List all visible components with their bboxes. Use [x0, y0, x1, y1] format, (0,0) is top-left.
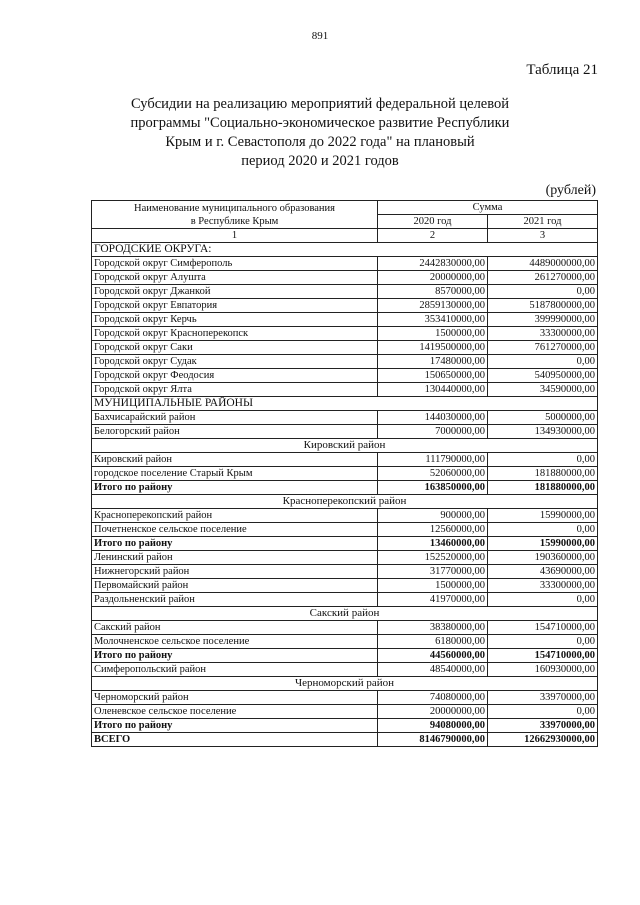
amount-2020: 20000000,00: [378, 271, 488, 285]
section-title: ГОРОДСКИЕ ОКРУГА:: [92, 243, 598, 257]
table-row: [92, 593, 598, 607]
row-name: Городской округ Джанкой: [92, 285, 378, 299]
amount-2020: 38380000,00: [378, 621, 488, 635]
table-row: [92, 467, 598, 481]
amount-2021: 0,00: [488, 705, 598, 719]
document-title: [120, 95, 520, 171]
amount-2020: 2859130000,00: [378, 299, 488, 313]
amount-2020: 1500000,00: [378, 327, 488, 341]
row-name: Кировский район: [92, 453, 378, 467]
district-title: Сакский район: [92, 607, 598, 621]
amount-2020: 12560000,00: [378, 523, 488, 537]
amount-2021: 181880000,00: [488, 467, 598, 481]
row-name: Итого по району: [92, 537, 378, 551]
total-row: [92, 537, 598, 551]
amount-2020: 2442830000,00: [378, 257, 488, 271]
row-name: Городской округ Евпатория: [92, 299, 378, 313]
amount-2020: 144030000,00: [378, 411, 488, 425]
row-name: Бахчисарайский район: [92, 411, 378, 425]
table-row: [92, 453, 598, 467]
amount-2021: 261270000,00: [488, 271, 598, 285]
subsidies-table: [91, 200, 598, 747]
amount-2020: 31770000,00: [378, 565, 488, 579]
amount-2021: 0,00: [488, 355, 598, 369]
page-number: 891: [311, 30, 329, 42]
row-name: Итого по району: [92, 649, 378, 663]
amount-2021: 0,00: [488, 593, 598, 607]
amount-2020: 1500000,00: [378, 579, 488, 593]
table-row: [92, 355, 598, 369]
amount-2021: 33300000,00: [488, 579, 598, 593]
amount-2020: 353410000,00: [378, 313, 488, 327]
title-line: Субсидии на реализацию мероприятий федеральной целевой: [130, 96, 509, 112]
table-label: Таблица 21: [526, 62, 598, 78]
row-name: Городской округ Саки: [92, 341, 378, 355]
amount-2021: 5000000,00: [488, 411, 598, 425]
amount-2021: 33970000,00: [488, 719, 598, 733]
amount-2021: 0,00: [488, 453, 598, 467]
amount-2020: 152520000,00: [378, 551, 488, 565]
row-name: Красноперекопский район: [92, 509, 378, 523]
amount-2021: 134930000,00: [488, 425, 598, 439]
table-row: [92, 523, 598, 537]
table-row: [92, 579, 598, 593]
table-row: [92, 509, 598, 523]
column-number-1: 1: [92, 229, 378, 243]
table-row: [92, 383, 598, 397]
row-name: Симферопольский район: [92, 663, 378, 677]
column-header-sum: Сумма: [378, 201, 598, 215]
column-header-name: [92, 201, 378, 229]
title-line: программы "Социально-экономическое развитие Республики: [130, 115, 510, 131]
amount-2020: 8570000,00: [378, 285, 488, 299]
table-row: [92, 257, 598, 271]
amount-2021: 761270000,00: [488, 341, 598, 355]
amount-2020: 111790000,00: [378, 453, 488, 467]
section-header-row: [92, 243, 598, 257]
table-row: [92, 621, 598, 635]
row-name: городское поселение Старый Крым: [92, 467, 378, 481]
table-row: [92, 341, 598, 355]
row-name: Городской округ Симферополь: [92, 257, 378, 271]
district-header-row: [92, 495, 598, 509]
row-name: Ленинский район: [92, 551, 378, 565]
amount-2021: 160930000,00: [488, 663, 598, 677]
amount-2021: 0,00: [488, 285, 598, 299]
total-row: [92, 719, 598, 733]
amount-2021: 33300000,00: [488, 327, 598, 341]
amount-2020: 41970000,00: [378, 593, 488, 607]
total-row: [92, 481, 598, 495]
amount-2020: 163850000,00: [378, 481, 488, 495]
row-name: Городской округ Феодосия: [92, 369, 378, 383]
district-title: Кировский район: [92, 439, 598, 453]
amount-2021: 34590000,00: [488, 383, 598, 397]
table-row: [92, 285, 598, 299]
title-line: Крым и г. Севастополя до 2022 года" на плановый: [165, 134, 475, 150]
column-header-2020: 2020 год: [378, 215, 488, 229]
amount-2020: 94080000,00: [378, 719, 488, 733]
title-line: период 2020 и 2021 годов: [241, 153, 399, 169]
amount-2021: 399990000,00: [488, 313, 598, 327]
amount-2021: 12662930000,00: [488, 733, 598, 747]
table-row: [92, 299, 598, 313]
row-name: Городской округ Алушта: [92, 271, 378, 285]
column-header-2021: 2021 год: [488, 215, 598, 229]
row-name: Молочненское сельское поселение: [92, 635, 378, 649]
district-header-row: [92, 677, 598, 691]
table-row: [92, 369, 598, 383]
header-name-line1: Наименование муниципального образования: [134, 202, 335, 214]
table-row: [92, 705, 598, 719]
row-name: Почетненское сельское поселение: [92, 523, 378, 537]
row-name: Городской округ Керчь: [92, 313, 378, 327]
table-row: [92, 663, 598, 677]
section-header-row: [92, 397, 598, 411]
amount-2021: 15990000,00: [488, 537, 598, 551]
table-row: [92, 691, 598, 705]
amount-2020: 13460000,00: [378, 537, 488, 551]
amount-2021: 540950000,00: [488, 369, 598, 383]
amount-2021: 181880000,00: [488, 481, 598, 495]
row-name: Черноморский район: [92, 691, 378, 705]
row-name: Оленевское сельское поселение: [92, 705, 378, 719]
amount-2020: 44560000,00: [378, 649, 488, 663]
amount-2020: 20000000,00: [378, 705, 488, 719]
table-row: [92, 313, 598, 327]
amount-2021: 190360000,00: [488, 551, 598, 565]
amount-2020: 900000,00: [378, 509, 488, 523]
row-name: Сакский район: [92, 621, 378, 635]
table-row: [92, 551, 598, 565]
amount-2021: 33970000,00: [488, 691, 598, 705]
district-header-row: [92, 439, 598, 453]
column-number-2: 2: [378, 229, 488, 243]
amount-2020: 52060000,00: [378, 467, 488, 481]
amount-2021: 154710000,00: [488, 621, 598, 635]
row-name: Городской округ Судак: [92, 355, 378, 369]
table-body: [92, 243, 598, 747]
district-header-row: [92, 607, 598, 621]
row-name: Итого по району: [92, 719, 378, 733]
total-row: [92, 733, 598, 747]
units-label: (рублей): [545, 183, 596, 198]
amount-2020: 8146790000,00: [378, 733, 488, 747]
row-name: Раздольненский район: [92, 593, 378, 607]
table-row: [92, 271, 598, 285]
amount-2020: 130440000,00: [378, 383, 488, 397]
amount-2021: 4489000000,00: [488, 257, 598, 271]
amount-2021: 15990000,00: [488, 509, 598, 523]
row-name: Белогорский район: [92, 425, 378, 439]
amount-2021: 5187800000,00: [488, 299, 598, 313]
district-title: Черноморский район: [92, 677, 598, 691]
row-name: Городской округ Красноперекопск: [92, 327, 378, 341]
table-row: [92, 327, 598, 341]
amount-2021: 154710000,00: [488, 649, 598, 663]
amount-2021: 0,00: [488, 635, 598, 649]
amount-2021: 0,00: [488, 523, 598, 537]
row-name: Городской округ Ялта: [92, 383, 378, 397]
amount-2020: 150650000,00: [378, 369, 488, 383]
amount-2021: 43690000,00: [488, 565, 598, 579]
column-number-3: 3: [488, 229, 598, 243]
amount-2020: 17480000,00: [378, 355, 488, 369]
row-name: Итого по району: [92, 481, 378, 495]
amount-2020: 48540000,00: [378, 663, 488, 677]
table-row: [92, 411, 598, 425]
row-name: Нижнегорский район: [92, 565, 378, 579]
table-row: [92, 425, 598, 439]
total-row: [92, 649, 598, 663]
district-title: Красноперекопский район: [92, 495, 598, 509]
table-row: [92, 565, 598, 579]
header-name-line2: в Республике Крым: [190, 215, 279, 227]
amount-2020: 7000000,00: [378, 425, 488, 439]
amount-2020: 6180000,00: [378, 635, 488, 649]
table-row: [92, 635, 598, 649]
amount-2020: 1419500000,00: [378, 341, 488, 355]
section-title: МУНИЦИПАЛЬНЫЕ РАЙОНЫ: [92, 397, 598, 411]
amount-2020: 74080000,00: [378, 691, 488, 705]
row-name: Первомайский район: [92, 579, 378, 593]
row-name: ВСЕГО: [92, 733, 378, 747]
